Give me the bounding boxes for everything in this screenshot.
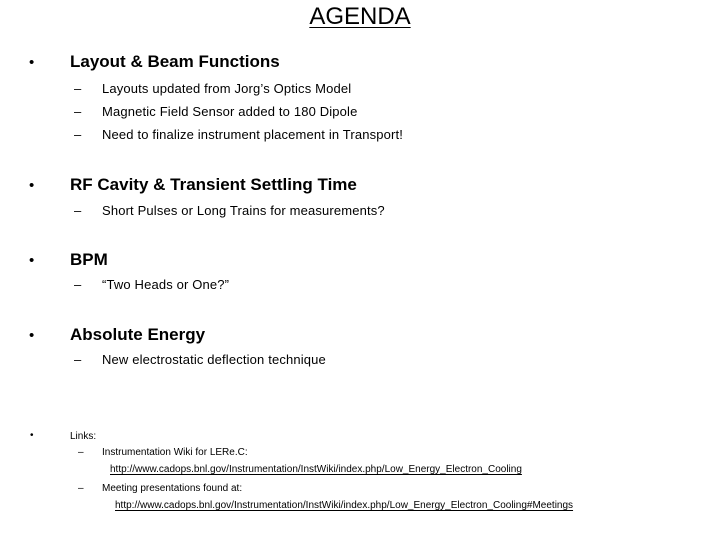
dash-icon: – — [74, 352, 82, 367]
bullet-icon: • — [29, 177, 35, 194]
bullet-icon: • — [30, 430, 34, 441]
section-heading-layout: Layout & Beam Functions — [70, 52, 280, 71]
dash-icon: – — [74, 203, 82, 218]
meetings-link[interactable]: http://www.cadops.bnl.gov/Instrumentation/InstWiki/index.php/Low_Energy_Electron_Cooling#Meetings — [115, 500, 574, 511]
list-item: Need to finalize instrument placement in Transport! — [102, 127, 404, 142]
list-item: Layouts updated from Jorg’s Optics Model — [102, 81, 352, 96]
links-item-text: Meeting presentations found at: — [102, 483, 243, 494]
dash-icon: – — [74, 81, 82, 96]
links-item-text: Instrumentation Wiki for LERe.C: — [102, 447, 248, 458]
dash-icon: – — [78, 447, 84, 458]
links-label: Links: — [70, 431, 97, 442]
section-heading-rf-cavity: RF Cavity & Transient Settling Time — [70, 175, 357, 194]
dash-icon: – — [74, 104, 82, 119]
section-heading-absolute-energy: Absolute Energy — [70, 325, 206, 344]
bullet-icon: • — [29, 327, 35, 344]
list-item: New electrostatic deflection technique — [102, 352, 326, 367]
dash-icon: – — [78, 483, 84, 494]
dash-icon: – — [74, 127, 82, 142]
bullet-icon: • — [29, 54, 35, 71]
list-item: “Two Heads or One?” — [102, 277, 230, 292]
dash-icon: – — [74, 277, 82, 292]
list-item: Magnetic Field Sensor added to 180 Dipole — [102, 104, 358, 119]
bullet-icon: • — [29, 252, 35, 269]
list-item: Short Pulses or Long Trains for measurements? — [102, 203, 385, 218]
slide-title: AGENDA — [309, 3, 411, 30]
wiki-link[interactable]: http://www.cadops.bnl.gov/Instrumentation/InstWiki/index.php/Low_Energy_Electron_Cooling — [110, 464, 522, 475]
section-heading-bpm: BPM — [70, 250, 108, 269]
